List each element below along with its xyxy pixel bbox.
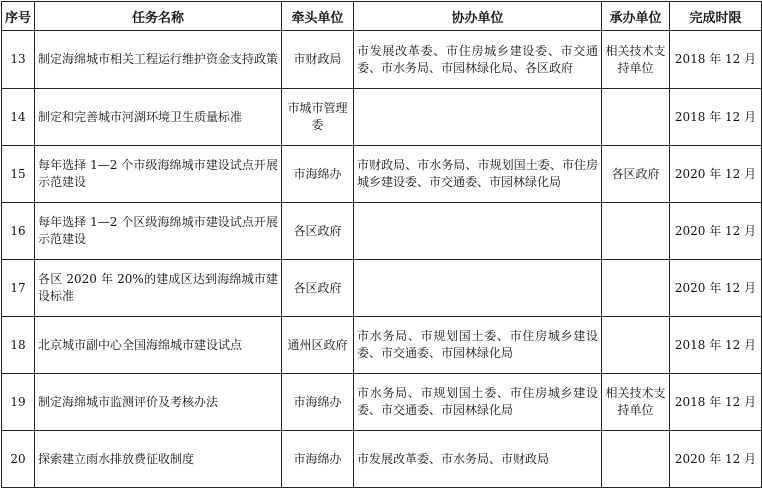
- row-assist: 市财政局、市水务局、市规划国土委、市住房城乡建设委、市交通委、市园林绿化局: [354, 146, 602, 203]
- row-lead: 市财政局: [282, 31, 354, 89]
- row-task: 制定和完善城市河湖环境卫生质量标准: [35, 89, 282, 146]
- row-assist: 市水务局、市规划国土委、市住房城乡建设委、市交通委、市园林绿化局: [354, 374, 602, 431]
- row-undertake: [602, 89, 670, 146]
- row-index: 14: [2, 89, 35, 146]
- row-deadline: 2020 年 12 月: [670, 146, 762, 203]
- row-lead: 市海绵办: [282, 374, 354, 431]
- row-task: 每年选择 1—2 个区级海绵城市建设试点开展示范建设: [35, 203, 282, 260]
- task-table: [1, 1, 762, 488]
- table-row: [2, 89, 762, 146]
- row-undertake: [602, 260, 670, 317]
- table-row: [2, 203, 762, 260]
- row-task: 制定海绵城市相关工程运行维护资金支持政策: [35, 31, 282, 89]
- row-undertake: 相关技术支持单位: [602, 31, 670, 89]
- row-task: 各区 2020 年 20%的建成区达到海绵城市建设标准: [35, 260, 282, 317]
- row-lead: 通州区政府: [282, 317, 354, 374]
- header-undertake: 承办单位: [602, 2, 670, 31]
- header-deadline: 完成时限: [670, 2, 762, 31]
- header-task: 任务名称: [35, 2, 282, 31]
- row-deadline: 2020 年 12 月: [670, 260, 762, 317]
- table-row: [2, 146, 762, 203]
- table-row: [2, 317, 762, 374]
- row-undertake: [602, 317, 670, 374]
- row-deadline: 2018 年 12 月: [670, 374, 762, 431]
- row-lead: 各区政府: [282, 260, 354, 317]
- row-task: 北京城市副中心全国海绵城市建设试点: [35, 317, 282, 374]
- row-undertake: 各区政府: [602, 146, 670, 203]
- row-index: 15: [2, 146, 35, 203]
- row-index: 17: [2, 260, 35, 317]
- row-deadline: 2020 年 12 月: [670, 203, 762, 260]
- row-assist: 市水务局、市规划国土委、市住房城乡建设委、市交通委、市园林绿化局: [354, 317, 602, 374]
- row-deadline: 2018 年 12 月: [670, 317, 762, 374]
- header-assist: 协办单位: [354, 2, 602, 31]
- row-deadline: 2020 年 12 月: [670, 431, 762, 488]
- row-assist: [354, 260, 602, 317]
- table-row: [2, 431, 762, 488]
- row-index: 16: [2, 203, 35, 260]
- table-row: [2, 260, 762, 317]
- row-index: 19: [2, 374, 35, 431]
- row-assist: [354, 89, 602, 146]
- row-assist: [354, 203, 602, 260]
- header-lead: 牵头单位: [282, 2, 354, 31]
- row-deadline: 2018 年 12 月: [670, 31, 762, 89]
- row-lead: 市城市管理委: [282, 89, 354, 146]
- row-lead: 市海绵办: [282, 431, 354, 488]
- header-index: 序号: [2, 2, 35, 31]
- row-index: 20: [2, 431, 35, 488]
- row-assist: 市发展改革委、市住房城乡建设委、市交通委、市水务局、市园林绿化局、各区政府: [354, 31, 602, 89]
- row-task: 探索建立雨水排放费征收制度: [35, 431, 282, 488]
- row-lead: 各区政府: [282, 203, 354, 260]
- row-undertake: [602, 431, 670, 488]
- table-row: [2, 31, 762, 89]
- row-index: 13: [2, 31, 35, 89]
- row-undertake: 相关技术支持单位: [602, 374, 670, 431]
- row-lead: 市海绵办: [282, 146, 354, 203]
- row-task: 制定海绵城市监测评价及考核办法: [35, 374, 282, 431]
- table-header-row: [2, 2, 762, 31]
- row-deadline: 2018 年 12 月: [670, 89, 762, 146]
- row-task: 每年选择 1—2 个市级海绵城市建设试点开展示范建设: [35, 146, 282, 203]
- table-row: [2, 374, 762, 431]
- row-undertake: [602, 203, 670, 260]
- row-assist: 市发展改革委、市水务局、市财政局: [354, 431, 602, 488]
- row-index: 18: [2, 317, 35, 374]
